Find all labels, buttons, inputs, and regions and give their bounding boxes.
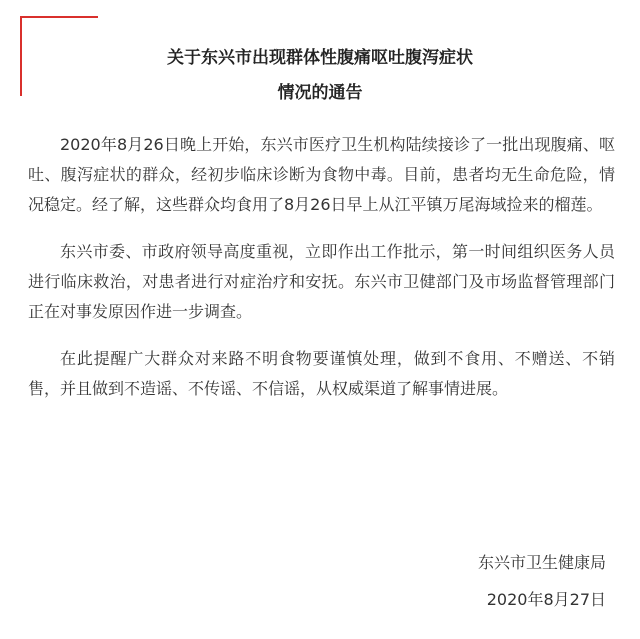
paragraph-incident: 2020年8月26日晚上开始，东兴市医疗卫生机构陆续接诊了一批出现腹痛、呕吐、腹泻症状的群众，经初步临床诊断为食物中毒。目前，患者均无生命危险，情况稳定。经了解，这些群众均食用了8月26日早上从江平镇万尾海域捡来的榴莲。 — [28, 135, 615, 214]
notice-title-line-1: 关于东兴市出现群体性腹痛呕吐腹泻症状 — [167, 48, 473, 68]
paragraph-response: 东兴市委、市政府领导高度重视，立即作出工作批示，第一时间组织医务人员进行临床救治，对患者进行对症治疗和安抚。东兴市卫健部门及市场监督管理部门正在对事发原因作进一步调查。 — [28, 242, 615, 321]
notice-title-line-2: 情况的通告 — [277, 83, 363, 103]
signature-organization: 东兴市卫生健康局 — [477, 553, 606, 572]
corner-decoration-horizontal — [20, 16, 98, 18]
signature-date: 2020年8月27日 — [486, 590, 606, 609]
paragraph-reminder: 在此提醒广大群众对来路不明食物要谨慎处理，做到不食用、不赠送、不销售，并且做到不造谣、不传谣、不信谣，从权威渠道了解事情进展。 — [28, 349, 615, 398]
notice-body — [28, 130, 615, 421]
